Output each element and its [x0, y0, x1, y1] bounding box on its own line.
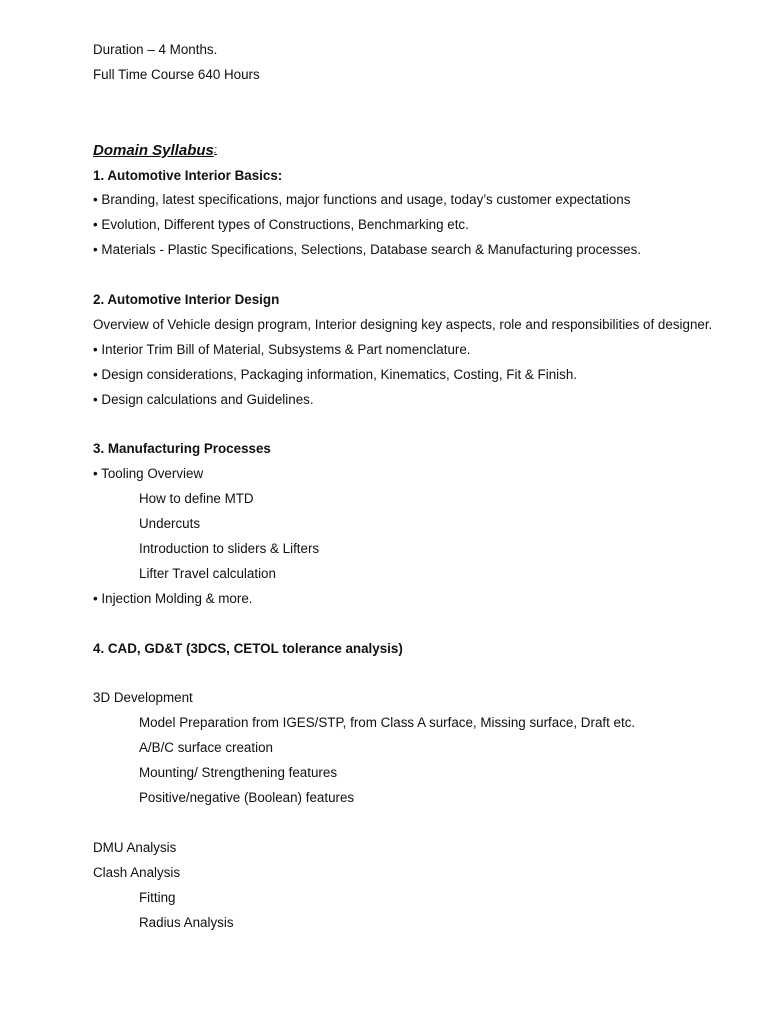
section-3-tooling-item: How to define MTD [139, 491, 254, 507]
section-4-clash: Clash Analysis [93, 864, 181, 880]
section-4-dmu: DMU Analysis [93, 839, 177, 855]
course-hours: Full Time Course 640 Hours [93, 66, 260, 82]
section-2-overview: Overview of Vehicle design program, Interior designing key aspects, role and responsibilities of designer. [93, 316, 713, 332]
section-2-item: • Interior Trim Bill of Material, Subsystems & Part nomenclature. [93, 341, 471, 357]
section-4-clash-item: Radius Analysis [139, 914, 234, 930]
section-3-tooling-item: Undercuts [139, 516, 201, 532]
spacer [93, 413, 733, 438]
spacer [93, 662, 733, 687]
domain-syllabus-colon: : [213, 143, 217, 156]
section-4-clash-item: Fitting [139, 889, 176, 905]
spacer [93, 113, 733, 138]
section-4-dev-item: Mounting/ Strengthening features [139, 765, 338, 781]
section-4-dev-title: 3D Development [93, 690, 193, 706]
domain-syllabus-heading [93, 138, 733, 164]
spacer [93, 88, 733, 113]
syllabus-document [93, 38, 733, 936]
section-4-dev-item: Model Preparation from IGES/STP, from Class A surface, Missing surface, Draft etc. [139, 715, 636, 731]
section-1-item: • Evolution, Different types of Constructions, Benchmarking etc. [93, 217, 469, 233]
spacer [93, 811, 733, 836]
domain-syllabus-title: Domain Syllabus [93, 141, 214, 159]
spacer [93, 263, 733, 288]
section-3-tooling: • Tooling Overview [93, 466, 204, 482]
section-3-heading: 3. Manufacturing Processes [93, 441, 271, 457]
section-4-dev-item: Positive/negative (Boolean) features [139, 790, 355, 806]
spacer [93, 612, 733, 637]
section-4-dev-item: A/B/C surface creation [139, 740, 273, 756]
section-2-item: • Design calculations and Guidelines. [93, 391, 314, 407]
section-3-tooling-item: Lifter Travel calculation [139, 565, 276, 581]
section-3-tooling-item: Introduction to sliders & Lifters [139, 541, 320, 557]
section-1-item: • Branding, latest specifications, major functions and usage, today’s customer expectations [93, 192, 631, 208]
section-3-injection: • Injection Molding & more. [93, 590, 253, 606]
section-2-heading: 2. Automotive Interior Design [93, 292, 280, 308]
section-1-heading: 1. Automotive Interior Basics: [93, 167, 283, 183]
section-4-heading: 4. CAD, GD&T (3DCS, CETOL tolerance analysis) [93, 640, 403, 656]
section-2-item: • Design considerations, Packaging information, Kinematics, Costing, Fit & Finish. [93, 366, 577, 382]
course-duration: Duration – 4 Months. [93, 42, 218, 57]
section-1-item: • Materials - Plastic Specifications, Selections, Database search & Manufacturing processes. [93, 242, 642, 258]
